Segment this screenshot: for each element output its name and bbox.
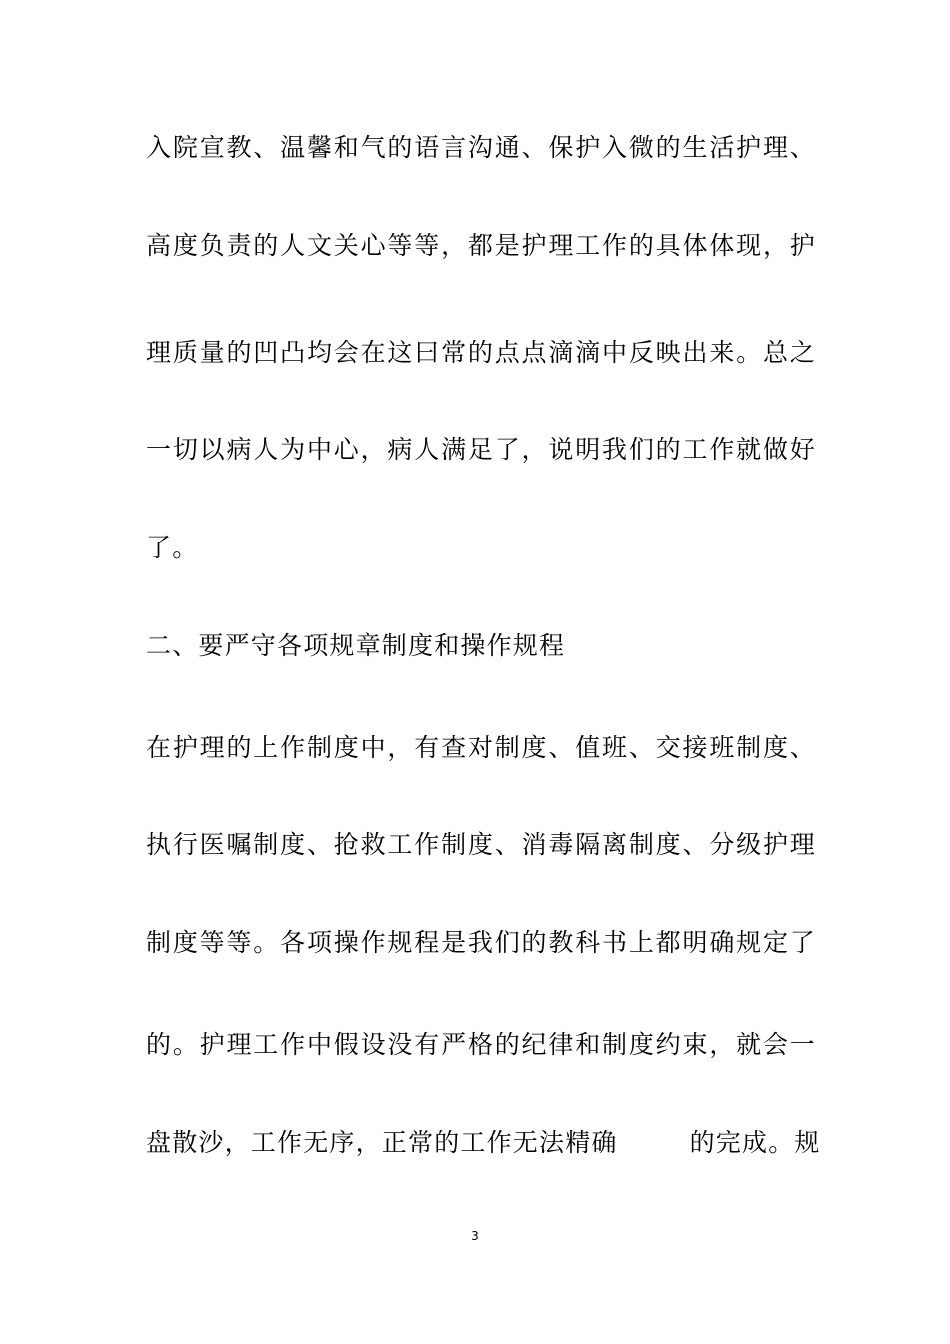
text-line-4: 一切以病人为中心，病人满足了，说明我们的工作就做好 <box>146 435 816 464</box>
text-line-11-part-2: 的完成。规 <box>689 1128 821 1157</box>
text-line-11-part-1: 盘散沙，工作无序，正常的工作无法精确 <box>146 1128 618 1157</box>
text-line-8: 执行医嘱制度、抢救工作制度、消毒隔离制度、分级护理 <box>146 830 816 859</box>
text-line-5: 了。 <box>146 533 199 562</box>
text-line-1: 入院宣教、温馨和气的语言沟通、保护入微的生活护理、 <box>146 133 816 162</box>
text-line-9: 制度等等。各项操作规程是我们的教科书上都明确规定了 <box>146 928 816 957</box>
section-heading: 二、要严守各项规章制度和操作规程 <box>146 631 566 660</box>
text-line-11 <box>146 1128 821 1158</box>
text-line-10: 的。护理工作中假设没有严格的纪律和制度约束，就会一 <box>146 1030 816 1059</box>
page-number: 3 <box>471 1229 479 1243</box>
text-line-7: 在护理的上作制度中，有查对制度、值班、交接班制度、 <box>146 733 816 762</box>
text-line-2: 高度负责的人文关心等等，都是护理工作的具体体现，护 <box>146 231 816 260</box>
text-line-3: 理质量的凹凸均会在这曰常的点点滴滴中反映出来。总之 <box>146 338 816 367</box>
